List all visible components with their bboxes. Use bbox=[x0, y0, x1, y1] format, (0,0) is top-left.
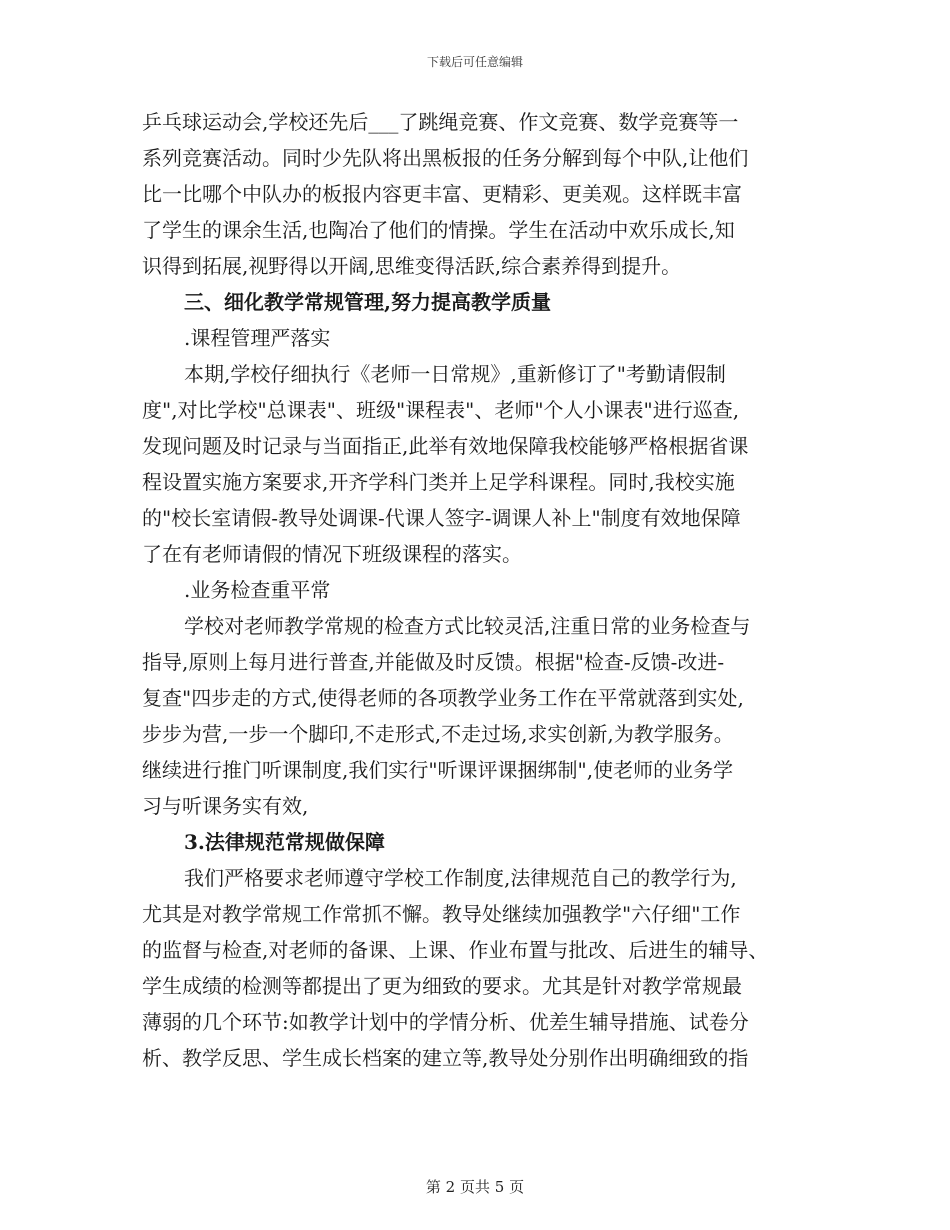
paragraph-line: 析、教学反思、学生成长档案的建立等,教导处分别作出明确细致的指 bbox=[142, 1046, 749, 1070]
paragraph-line: 指导,原则上每月进行普查,并能做及时反馈。根据"检查-反馈-改进- bbox=[142, 650, 725, 674]
paragraph-line: 学生成绩的检测等都提出了更为细致的要求。尤其是针对教学常规最 bbox=[142, 974, 742, 998]
paragraph-line: 比一比哪个中队办的板报内容更丰富、更精彩、更美观。这样既丰富 bbox=[142, 182, 742, 206]
paragraph-line: 尤其是对教学常规工作常抓不懈。教导处继续加强教学"六仔细"工作 bbox=[142, 902, 741, 926]
paragraph-line: 本期,学校仔细执行《老师一日常规》,重新修订了"考勤请假制 bbox=[184, 362, 726, 386]
paragraph-line: 系列竞赛活动。同时少先队将出黑板报的任务分解到每个中队,让他们 bbox=[142, 146, 749, 170]
paragraph-line: 程设置实施方案要求,开齐学科门类并上足学科课程。同时,我校实施 bbox=[142, 470, 735, 494]
paragraph-line: 复查"四步走的方式,使得老师的各项教学业务工作在平常就落到实处, bbox=[142, 686, 744, 710]
subsection-heading: .课程管理严落实 bbox=[184, 326, 331, 350]
document-body bbox=[142, 104, 832, 1076]
subsection-heading: 3.法律规范常规做保障 bbox=[184, 830, 385, 854]
section-heading: 三、细化教学常规管理,努力提高教学质量 bbox=[184, 290, 551, 314]
paragraph-line: 发现问题及时记录与当面指正,此举有效地保障我校能够严格根据省课 bbox=[142, 434, 749, 458]
paragraph-line: 我们严格要求老师遵守学校工作制度,法律规范自己的教学行为, bbox=[184, 866, 737, 890]
paragraph-line: 的监督与检查,对老师的备课、上课、作业布置与批改、后进生的辅导、 bbox=[142, 938, 769, 962]
page-header: 下载后可任意编辑 bbox=[426, 55, 523, 69]
paragraph-line: 识得到拓展,视野得以开阔,思维变得活跃,综合素养得到提升。 bbox=[142, 254, 682, 278]
paragraph-line: 习与听课务实有效, bbox=[142, 794, 309, 818]
paragraph-line: 学校对老师教学常规的检查方式比较灵活,注重日常的业务检查与 bbox=[184, 614, 751, 638]
paragraph-line: 薄弱的几个环节:如教学计划中的学情分析、优差生辅导措施、试卷分 bbox=[142, 1010, 749, 1034]
paragraph-line: 了在有老师请假的情况下班级课程的落实。 bbox=[142, 542, 522, 566]
paragraph-line: 的"校长室请假-教导处调课-代课人签字-调课人补上"制度有效地保障 bbox=[142, 506, 741, 530]
paragraph-line: 步步为营,一步一个脚印,不走形式,不走过场,求实创新,为教学服务。 bbox=[142, 722, 734, 746]
subsection-heading: .业务检查重平常 bbox=[184, 578, 331, 602]
paragraph-line: 度",对比学校"总课表"、班级"课程表"、老师"个人小课表"进行巡查, bbox=[142, 398, 740, 422]
paragraph-line: 继续进行推门听课制度,我们实行"听课评课捆绑制",使老师的业务学 bbox=[142, 758, 734, 782]
paragraph-line: 乒乓球运动会,学校还先后___了跳绳竞赛、作文竞赛、数学竞赛等一 bbox=[142, 110, 739, 134]
paragraph-line: 了学生的课余生活,也陶冶了他们的情操。学生在活动中欢乐成长,知 bbox=[142, 218, 735, 242]
page-number: 第 2 页共 5 页 bbox=[425, 1178, 525, 1196]
